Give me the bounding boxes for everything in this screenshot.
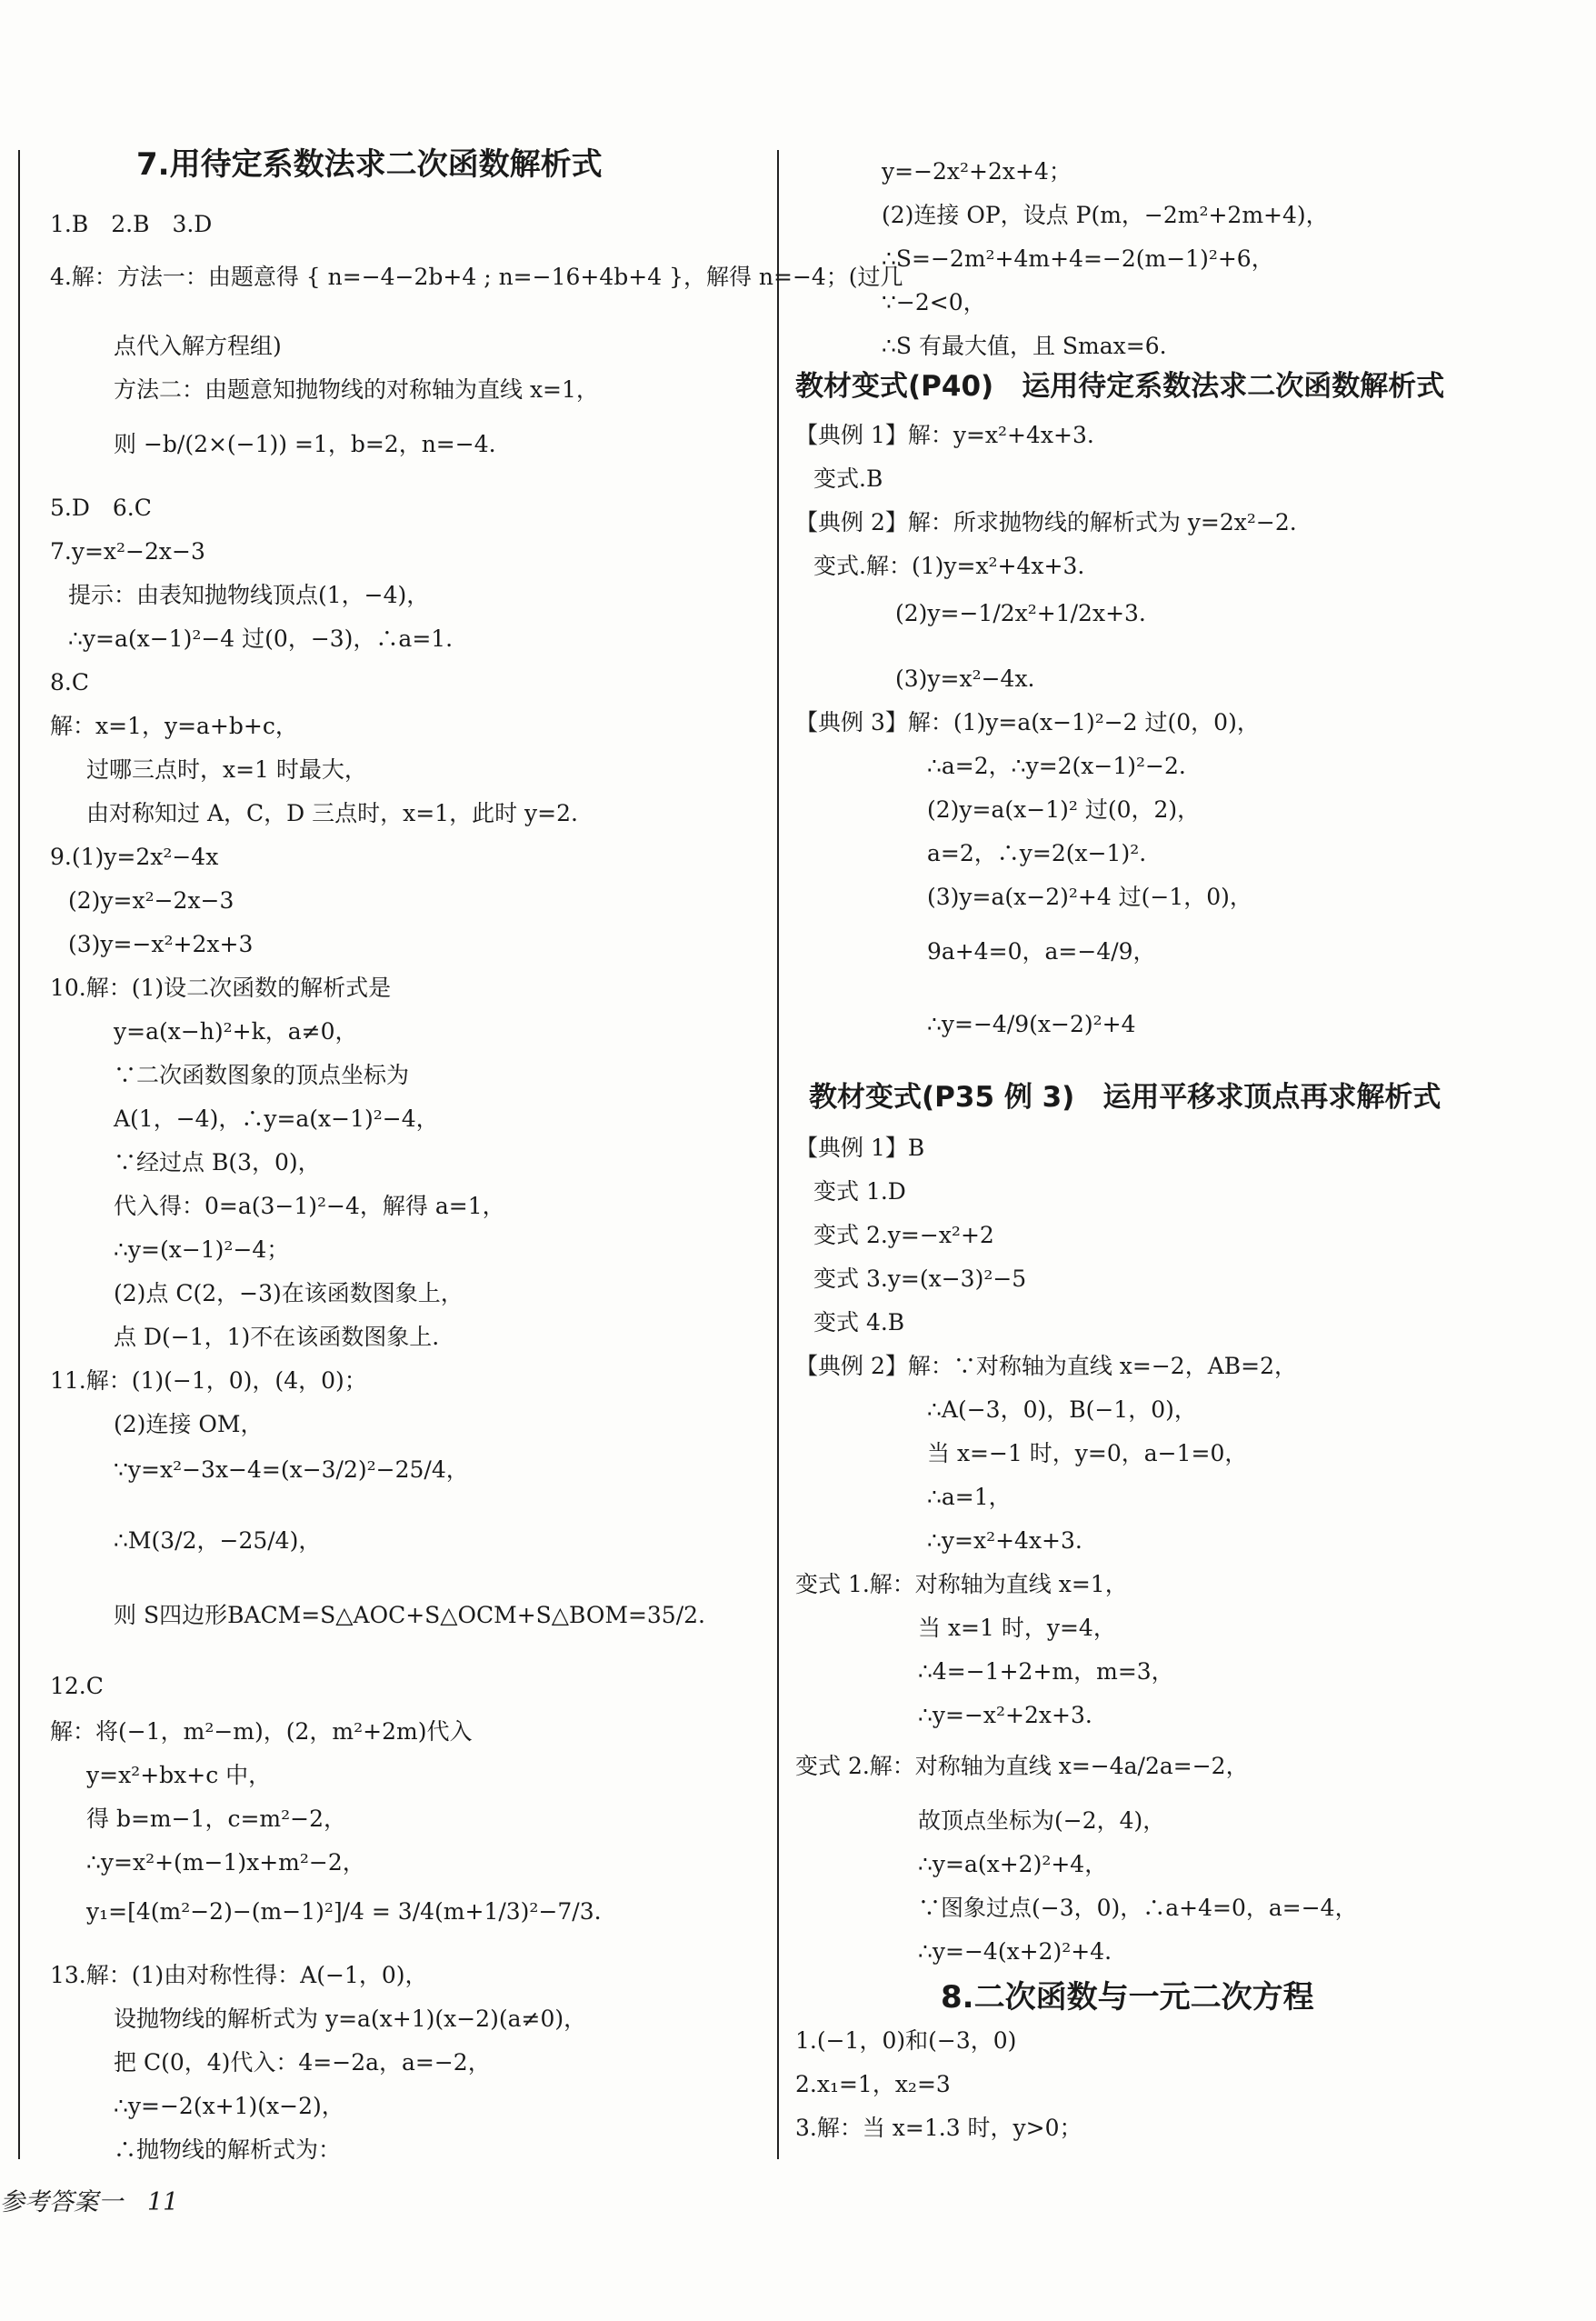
answer-line: 【典例 1】解：y=x²+4x+3.: [795, 422, 1094, 448]
answer-line: ∴y=−x²+2x+3.: [918, 1702, 1092, 1728]
answer-line: 9a+4=0，a=−4/9，: [927, 938, 1156, 965]
answer-line: 代入得：0=a(3−1)²−4，解得 a=1，: [114, 1193, 505, 1219]
answer-line: 方法二：由题意知抛物线的对称轴为直线 x=1，: [114, 376, 599, 403]
answer-line: (2)点 C(2，−3)在该函数图象上，: [114, 1280, 464, 1306]
answer-line: ∴a=1，: [927, 1484, 1012, 1510]
answer-line: ∴y=(x−1)²−4；: [114, 1236, 290, 1263]
left-margin-rule: [18, 150, 20, 2159]
answer-line: (2)连接 OP，设点 P(m，−2m²+2m+4)，: [882, 202, 1329, 228]
answer-line: 【典例 2】解：所求抛物线的解析式为 y=2x²−2.: [795, 509, 1297, 535]
answer-line: 则 S四边形BACM=S△AOC+S△OCM+S△BOM=35/2.: [114, 1602, 705, 1628]
answer-line: 当 x=1 时，y=4，: [918, 1615, 1116, 1641]
answer-line: 【典例 1】B: [795, 1135, 925, 1161]
answer-line: 得 b=m−1，c=m²−2，: [86, 1806, 346, 1832]
answer-line: 解：x=1，y=a+b+c，: [50, 713, 298, 739]
answer-line: 8.C: [50, 669, 89, 695]
answer-line: (2)y=−1/2x²+1/2x+3.: [895, 600, 1146, 626]
answer-line: ∴y=−4/9(x−2)²+4: [927, 1011, 1136, 1037]
answer-line: 2.x₁=1，x₂=3: [795, 2071, 951, 2097]
answer-line: 变式 1.D: [813, 1178, 906, 1205]
answer-line: ∵二次函数图象的顶点坐标为: [114, 1062, 410, 1088]
section-title: 8.二次函数与一元二次方程: [941, 1979, 1314, 2016]
answer-line: y=−2x²+2x+4；: [882, 158, 1072, 185]
answer-line: 变式.解：(1)y=x²+4x+3.: [813, 553, 1085, 579]
answer-line: ∴y=a(x+2)²+4，: [918, 1851, 1108, 1877]
answer-line: 10.解：(1)设二次函数的解析式是: [50, 975, 392, 1001]
answer-line: ∴y=a(x−1)²−4 过(0，−3)，∴a=1.: [68, 625, 454, 652]
answer-line: ∴y=−4(x+2)²+4.: [918, 1938, 1112, 1965]
answer-line: y=x²+bx+c 中，: [86, 1762, 272, 1788]
answer-line: ∴y=x²+(m−1)x+m²−2，: [86, 1849, 365, 1876]
answer-line: (2)y=a(x−1)² 过(0，2)，: [927, 796, 1201, 823]
answer-line: 7.y=x²−2x−3: [50, 538, 205, 565]
answer-line: 9.(1)y=2x²−4x: [50, 844, 219, 870]
answer-line: (2)y=x²−2x−3: [68, 887, 234, 914]
answer-line: ∴S=−2m²+4m+4=−2(m−1)²+6，: [882, 245, 1274, 272]
answer-line: 4.解：方法一：由题意得 { n=−4−2b+4 ; n=−16+4b+4 }，解得 n=−4；(过几: [50, 264, 903, 290]
answer-line: 故顶点坐标为(−2，4)，: [918, 1807, 1166, 1834]
answer-line: 3.解：当 x=1.3 时，y>0；: [795, 2115, 1082, 2141]
answer-line: ∴a=2，∴y=2(x−1)²−2.: [927, 753, 1186, 779]
answer-line: 设抛物线的解析式为 y=a(x+1)(x−2)(a≠0)，: [114, 2006, 587, 2032]
answer-line: 变式 2.解：对称轴为直线 x=−4a/2a=−2，: [795, 1753, 1249, 1779]
answer-line: 变式.B: [813, 465, 883, 492]
answer-line: 变式 4.B: [813, 1309, 905, 1336]
answer-line: 则 −b/(2×(−1)) =1，b=2，n=−4.: [114, 431, 496, 457]
answer-line: a=2，∴y=2(x−1)².: [927, 840, 1147, 866]
answer-line: (3)y=x²−4x.: [895, 665, 1035, 692]
answer-line: 1.B 2.B 3.D: [50, 211, 213, 237]
answer-line: 1.(−1，0)和(−3，0): [795, 2027, 1017, 2054]
answer-line: ∵经过点 B(3，0)，: [114, 1149, 321, 1176]
answer-line: ∵y=x²−3x−4=(x−3/2)²−25/4，: [114, 1456, 469, 1483]
answer-line: ∴S 有最大值，且 Smax=6.: [882, 333, 1167, 359]
answer-line: ∴y=−2(x+1)(x−2)，: [114, 2093, 344, 2119]
answer-line: 提示：由表知抛物线顶点(1，−4)，: [68, 582, 430, 608]
answer-line: 变式 1.解：对称轴为直线 x=1，: [795, 1571, 1128, 1597]
answer-line: ∴4=−1+2+m，m=3，: [918, 1658, 1174, 1685]
answer-line: ∵−2<0，: [882, 289, 986, 315]
answer-line: 13.解：(1)由对称性得：A(−1，0)，: [50, 1962, 428, 1988]
answer-line: (2)连接 OM，: [114, 1411, 264, 1437]
answer-line: y=a(x−h)²+k，a≠0，: [114, 1018, 358, 1045]
answer-line: 解：将(−1，m²−m)，(2，m²+2m)代入: [50, 1718, 473, 1745]
answer-line: 11.解：(1)(−1，0)，(4，0)；: [50, 1367, 367, 1394]
answer-line: 12.C: [50, 1673, 104, 1699]
answer-line: 把 C(0，4)代入：4=−2a，a=−2，: [114, 2049, 491, 2076]
answer-line: 变式 2.y=−x²+2: [813, 1222, 994, 1248]
column-divider: [777, 150, 779, 2159]
answer-line: (3)y=−x²+2x+3: [68, 931, 254, 957]
answer-line: (3)y=a(x−2)²+4 过(−1，0)，: [927, 884, 1252, 910]
answer-line: 【典例 2】解：∵对称轴为直线 x=−2，AB=2，: [795, 1353, 1297, 1379]
textbook-variant-heading: 教材变式(P40) 运用待定系数法求二次函数解析式: [795, 370, 1445, 403]
section-title: 7.用待定系数法求二次函数解析式: [136, 146, 603, 183]
answer-line: ∴M(3/2，−25/4)，: [114, 1527, 322, 1554]
answer-line: 点代入解方程组): [114, 333, 282, 359]
page-footer: 参考答案一 11: [0, 2188, 179, 2216]
answer-line: ∴抛物线的解析式为：: [114, 2136, 342, 2163]
answer-line: 变式 3.y=(x−3)²−5: [813, 1266, 1027, 1292]
answer-line: 点 D(−1，1)不在该函数图象上.: [114, 1324, 440, 1350]
answer-line: A(1，−4)，∴y=a(x−1)²−4，: [114, 1105, 439, 1132]
answer-line: ∴y=x²+4x+3.: [927, 1527, 1082, 1554]
answer-line: 由对称知过 A，C，D 三点时，x=1，此时 y=2.: [86, 800, 578, 826]
answer-line: 过哪三点时，x=1 时最大，: [86, 756, 367, 783]
answer-line: 5.D 6.C: [50, 495, 152, 521]
answer-line: ∵图象过点(−3，0)，∴a+4=0，a=−4，: [918, 1895, 1358, 1921]
answer-line: ∴A(−3，0)，B(−1，0)，: [927, 1396, 1197, 1423]
textbook-variant-heading: 教材变式(P35 例 3) 运用平移求顶点再求解析式: [809, 1081, 1441, 1114]
answer-line: 当 x=−1 时，y=0，a−1=0，: [927, 1440, 1248, 1466]
answer-line: y₁=[4(m²−2)−(m−1)²]/4 = 3/4(m+1/3)²−7/3.: [86, 1898, 602, 1925]
answer-line: 【典例 3】解：(1)y=a(x−1)²−2 过(0，0)，: [795, 709, 1260, 735]
